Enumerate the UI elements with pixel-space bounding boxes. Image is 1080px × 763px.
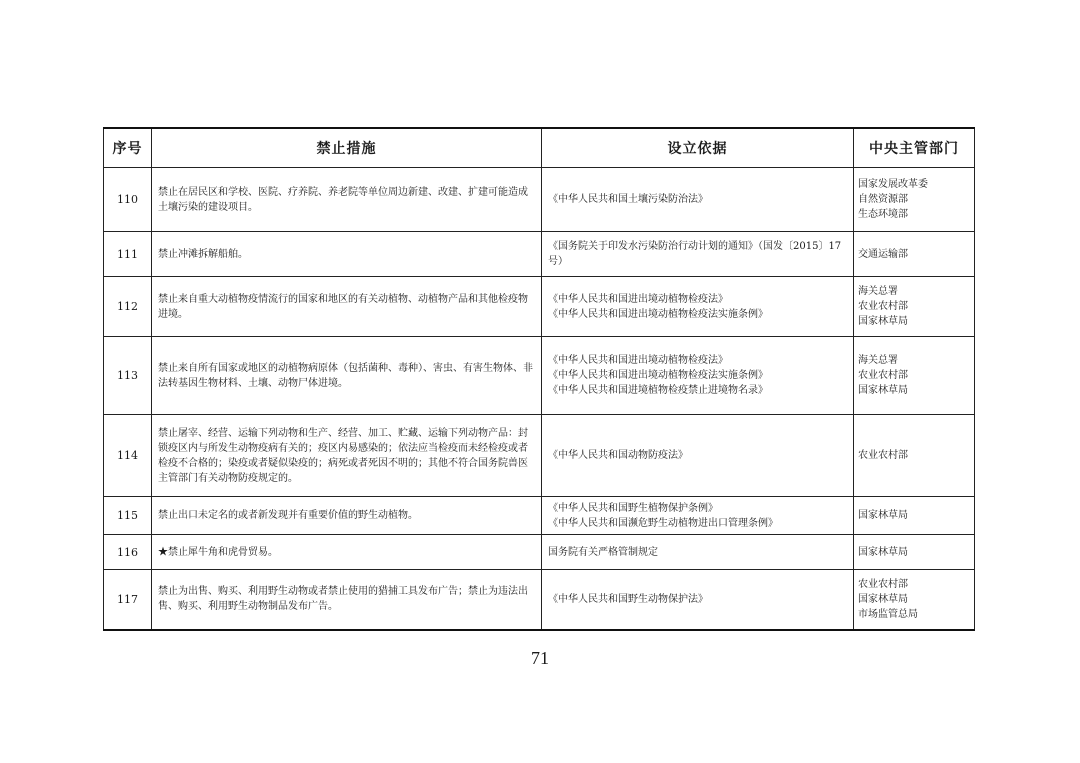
basis-line: 《中华人民共和国野生植物保护条例》 bbox=[548, 502, 718, 514]
dept-line: 海关总署 bbox=[858, 355, 898, 366]
basis-line: 《中华人民共和国进出境动植物检疫法实施条例》 bbox=[548, 370, 768, 381]
row-department bbox=[854, 337, 975, 415]
table-body bbox=[104, 168, 975, 630]
basis-line: 《中华人民共和国进境植物检疫禁止进境物名录》 bbox=[548, 385, 768, 396]
basis-line: 《中华人民共和国濒危野生动植物进出口管理条例》 bbox=[548, 517, 778, 529]
dept-line: 农业农村部 bbox=[858, 301, 908, 312]
table-row bbox=[104, 570, 975, 630]
row-department bbox=[854, 232, 975, 277]
basis-line: 《中华人民共和国野生动物保护法》 bbox=[548, 593, 708, 605]
row-department bbox=[854, 535, 975, 570]
table-row bbox=[104, 168, 975, 232]
row-basis bbox=[542, 535, 854, 570]
prohibition-table bbox=[103, 127, 975, 631]
dept-line: 国家发展改革委 bbox=[858, 179, 928, 190]
row-index: 110 bbox=[104, 168, 152, 232]
table-row bbox=[104, 232, 975, 277]
row-basis bbox=[542, 232, 854, 277]
row-measure: 禁止屠宰、经营、运输下列动物和生产、经营、加工、贮藏、运输下列动物产品：封锁疫区内与所发生动物疫病有关的；疫区内易感染的；依法应当检疫而未经检疫或者检疫不合格的；染疫或者疑似染疫的；病死或者死因不明的；其他不符合国务院兽医主管部门有关动物防疫规定的。 bbox=[152, 415, 542, 497]
basis-line: 《中华人民共和国土壤污染防治法》 bbox=[548, 194, 708, 205]
table-row bbox=[104, 535, 975, 570]
row-basis bbox=[542, 168, 854, 232]
row-index: 114 bbox=[104, 415, 152, 497]
row-index: 113 bbox=[104, 337, 152, 415]
row-basis bbox=[542, 497, 854, 535]
basis-line: 《中华人民共和国进出境动植物检疫法》 bbox=[548, 355, 728, 366]
dept-line: 国家林草局 bbox=[858, 510, 908, 521]
basis-line: 《国务院关于印发水污染防治行动计划的通知》（国发〔2015〕17号） bbox=[548, 241, 842, 267]
row-basis bbox=[542, 277, 854, 337]
row-basis bbox=[542, 337, 854, 415]
dept-line: 农业农村部 bbox=[858, 450, 908, 461]
row-measure: ★禁止犀牛角和虎骨贸易。 bbox=[152, 535, 542, 570]
row-department bbox=[854, 497, 975, 535]
page-number: 71 bbox=[531, 648, 549, 668]
row-department bbox=[854, 277, 975, 337]
table-header bbox=[104, 128, 975, 168]
row-department bbox=[854, 168, 975, 232]
table-row bbox=[104, 337, 975, 415]
row-index: 116 bbox=[104, 535, 152, 570]
row-index: 117 bbox=[104, 570, 152, 630]
table-row bbox=[104, 415, 975, 497]
row-basis bbox=[542, 570, 854, 630]
dept-line: 国家林草局 bbox=[858, 546, 908, 558]
row-measure: 禁止为出售、购买、利用野生动物或者禁止使用的猎捕工具发布广告；禁止为违法出售、购买、利用野生动物制品发布广告。 bbox=[152, 570, 542, 630]
basis-line: 《中华人民共和国进出境动植物检疫法》 bbox=[548, 293, 728, 305]
dept-line: 交通运输部 bbox=[858, 248, 908, 260]
row-department bbox=[854, 415, 975, 497]
row-index: 111 bbox=[104, 232, 152, 277]
header-measure: 禁止措施 bbox=[152, 128, 542, 168]
dept-line: 生态环境部 bbox=[858, 209, 908, 220]
table-row bbox=[104, 277, 975, 337]
dept-line: 海关总署 bbox=[858, 286, 898, 297]
dept-line: 国家林草局 bbox=[858, 316, 908, 327]
row-department bbox=[854, 570, 975, 630]
row-index: 115 bbox=[104, 497, 152, 535]
dept-line: 自然资源部 bbox=[858, 194, 908, 205]
dept-line: 市场监管总局 bbox=[858, 608, 918, 620]
basis-line: 《中华人民共和国动物防疫法》 bbox=[548, 450, 688, 461]
header-index: 序号 bbox=[104, 128, 152, 168]
table-row bbox=[104, 497, 975, 535]
dept-line: 国家林草局 bbox=[858, 385, 908, 396]
header-department: 中央主管部门 bbox=[854, 128, 975, 168]
dept-line: 农业农村部 bbox=[858, 578, 908, 590]
row-measure: 禁止在居民区和学校、医院、疗养院、养老院等单位周边新建、改建、扩建可能造成土壤污染的建设项目。 bbox=[152, 168, 542, 232]
row-basis bbox=[542, 415, 854, 497]
header-row bbox=[104, 128, 975, 168]
row-measure: 禁止冲滩拆解船舶。 bbox=[152, 232, 542, 277]
basis-line: 国务院有关严格管制规定 bbox=[548, 546, 658, 558]
basis-line: 《中华人民共和国进出境动植物检疫法实施条例》 bbox=[548, 308, 768, 320]
row-index: 112 bbox=[104, 277, 152, 337]
header-basis: 设立依据 bbox=[542, 128, 854, 168]
row-measure: 禁止出口未定名的或者新发现并有重要价值的野生动植物。 bbox=[152, 497, 542, 535]
row-measure: 禁止来自所有国家或地区的动植物病原体（包括菌种、毒种）、害虫、有害生物体、非法转基因生物材料、土壤、动物尸体进境。 bbox=[152, 337, 542, 415]
dept-line: 国家林草局 bbox=[858, 593, 908, 605]
row-measure: 禁止来自重大动植物疫情流行的国家和地区的有关动植物、动植物产品和其他检疫物进境。 bbox=[152, 277, 542, 337]
dept-line: 农业农村部 bbox=[858, 370, 908, 381]
